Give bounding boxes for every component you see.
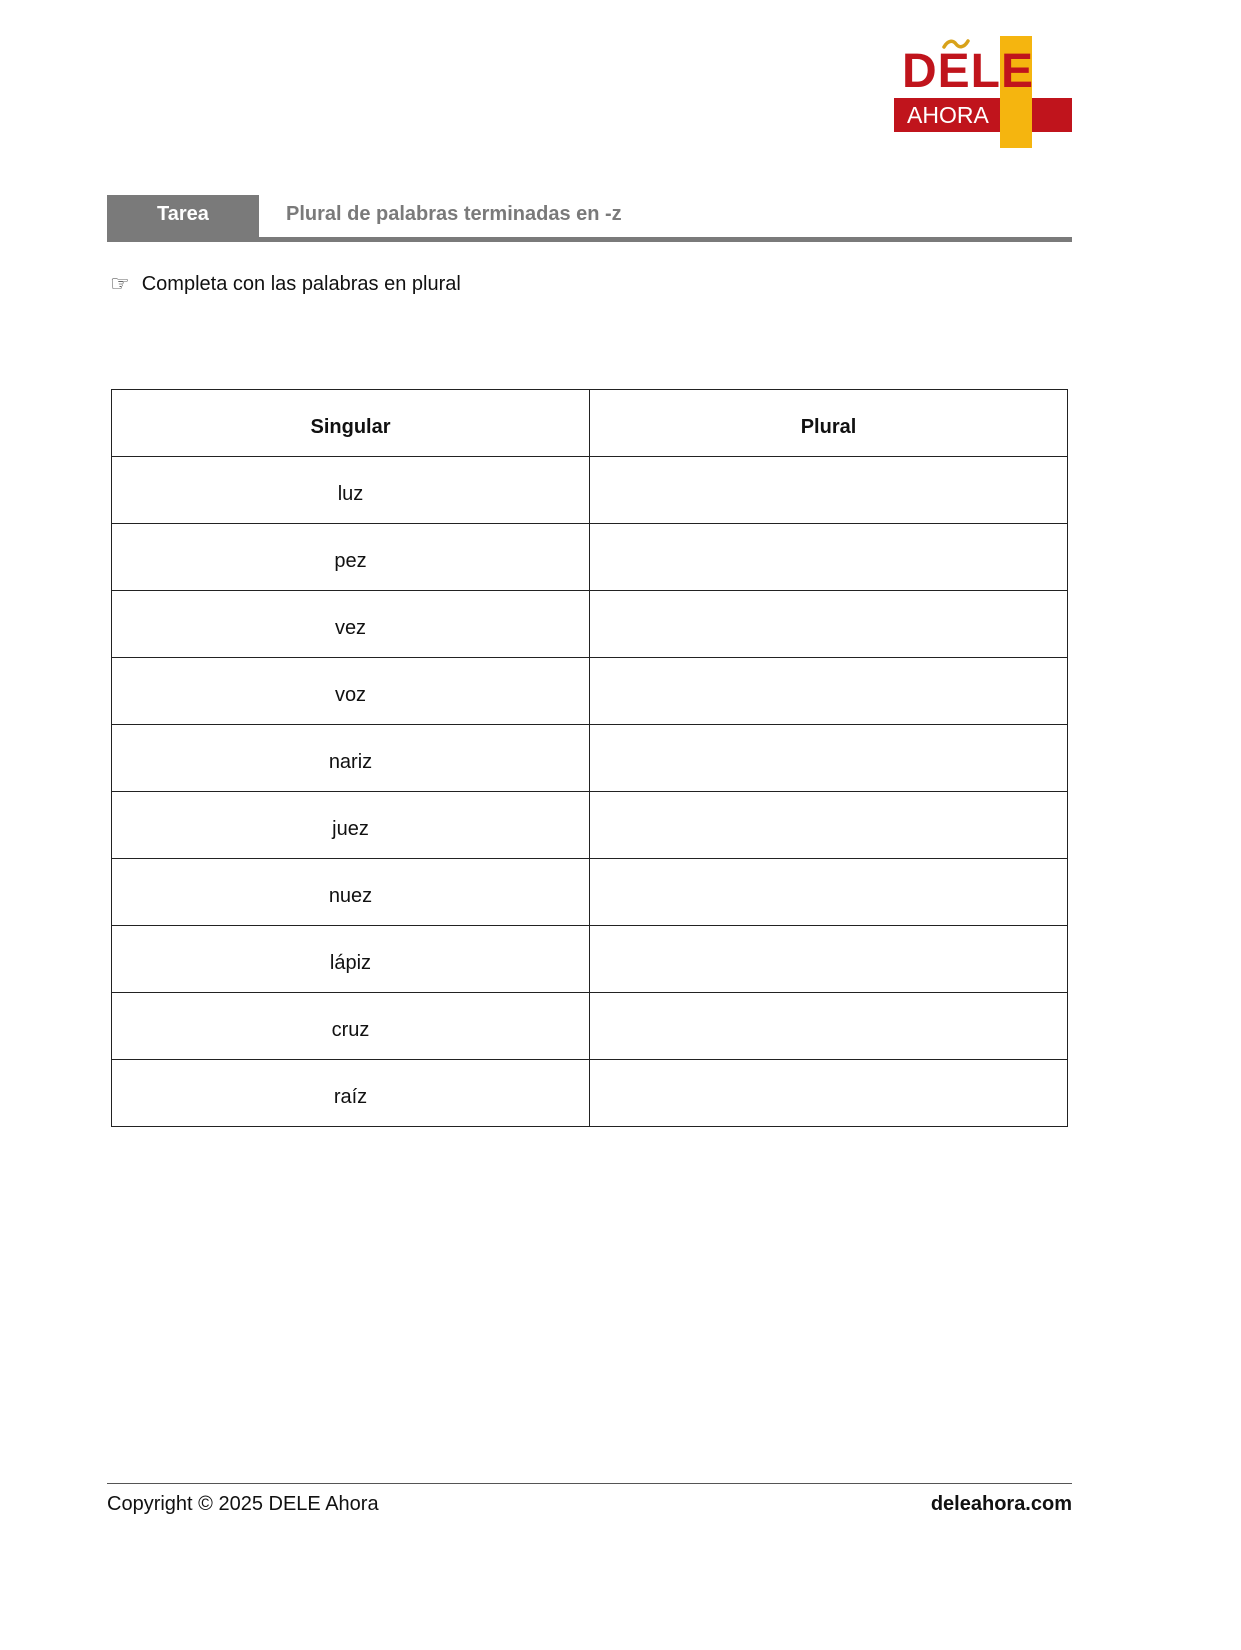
table-row bbox=[112, 658, 1068, 725]
singular-cell: nuez bbox=[112, 859, 590, 926]
exercise-table bbox=[111, 389, 1068, 1127]
plural-answer-cell[interactable] bbox=[590, 524, 1068, 591]
task-tag: Tarea bbox=[107, 195, 259, 242]
footer-divider bbox=[107, 1483, 1072, 1484]
table-row bbox=[112, 725, 1068, 792]
plural-answer-cell[interactable] bbox=[590, 1060, 1068, 1127]
table-row bbox=[112, 993, 1068, 1060]
column-header-singular: Singular bbox=[112, 390, 590, 457]
table-row bbox=[112, 792, 1068, 859]
divider bbox=[107, 237, 1072, 242]
singular-cell: cruz bbox=[112, 993, 590, 1060]
singular-cell: nariz bbox=[112, 725, 590, 792]
task-header bbox=[107, 195, 1072, 242]
logo-text: DELE bbox=[902, 45, 1035, 98]
singular-cell: lápiz bbox=[112, 926, 590, 993]
plural-answer-cell[interactable] bbox=[590, 658, 1068, 725]
plural-answer-cell[interactable] bbox=[590, 859, 1068, 926]
plural-answer-cell[interactable] bbox=[590, 792, 1068, 859]
table-row bbox=[112, 859, 1068, 926]
instruction bbox=[110, 271, 461, 297]
plural-answer-cell[interactable] bbox=[590, 457, 1068, 524]
table-row bbox=[112, 1060, 1068, 1127]
singular-cell: voz bbox=[112, 658, 590, 725]
plural-answer-cell[interactable] bbox=[590, 993, 1068, 1060]
column-header-plural: Plural bbox=[590, 390, 1068, 457]
pointing-hand-icon: ☞ bbox=[110, 271, 130, 296]
table-row bbox=[112, 524, 1068, 591]
singular-cell: pez bbox=[112, 524, 590, 591]
table-row bbox=[112, 457, 1068, 524]
plural-answer-cell[interactable] bbox=[590, 725, 1068, 792]
logo-subtext: AHORA bbox=[907, 102, 989, 128]
instruction-text: Completa con las palabras en plural bbox=[141, 273, 461, 295]
table-row bbox=[112, 591, 1068, 658]
plural-answer-cell[interactable] bbox=[590, 591, 1068, 658]
plural-answer-cell[interactable] bbox=[590, 926, 1068, 993]
singular-cell: juez bbox=[112, 792, 590, 859]
website-link[interactable]: deleahora.com bbox=[930, 1493, 1072, 1515]
copyright: Copyright © 2025 DELE Ahora bbox=[107, 1493, 379, 1515]
table-row bbox=[112, 926, 1068, 993]
singular-cell: luz bbox=[112, 457, 590, 524]
dele-ahora-logo bbox=[894, 36, 1072, 148]
task-title: Plural de palabras terminadas en -z bbox=[286, 203, 622, 225]
singular-cell: raíz bbox=[112, 1060, 590, 1127]
singular-cell: vez bbox=[112, 591, 590, 658]
